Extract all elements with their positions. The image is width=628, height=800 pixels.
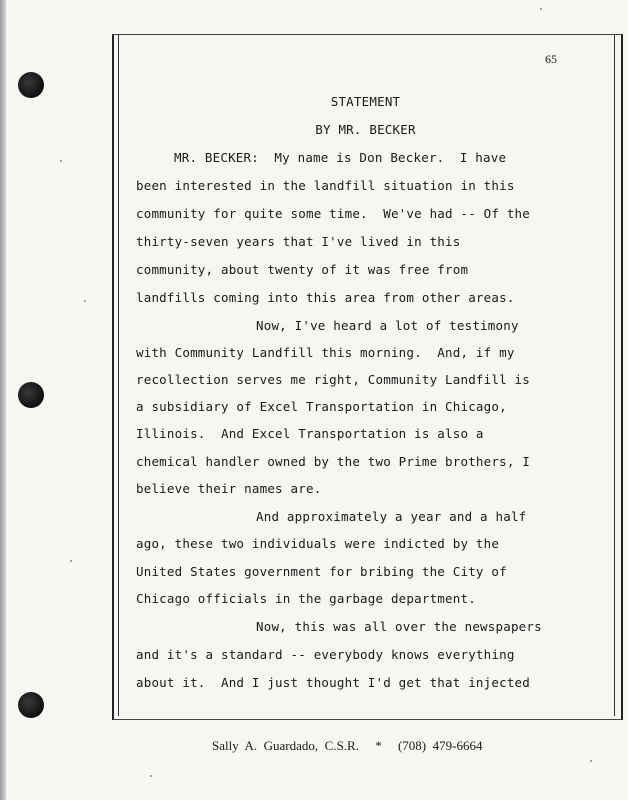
- scan-speck: [84, 300, 86, 302]
- scan-speck: [540, 8, 542, 10]
- scan-speck: [60, 160, 62, 162]
- scan-speck: [150, 775, 152, 777]
- punch-hole-top: [18, 72, 44, 98]
- transcript-line-1: MR. BECKER: My name is Don Becker. I have: [174, 150, 507, 165]
- transcript-line-10: a subsidiary of Excel Transportation in Chicago,: [136, 399, 507, 414]
- transcript-line-12: chemical handler owned by the two Prime brothers, I: [136, 454, 531, 469]
- transcript-line-9: recollection serves me right, Community Landfill is: [136, 372, 531, 387]
- transcript-line-16: United States government for bribing the City of: [136, 564, 507, 579]
- transcript-line-3: community for quite some time. We've had -- Of the: [136, 206, 531, 221]
- transcript-line-15: ago, these two individuals were indicted by the: [136, 536, 500, 551]
- transcript-line-14: And approximately a year and a half: [256, 509, 527, 524]
- punch-hole-bottom: [18, 692, 44, 718]
- transcript-line-2: been interested in the landfill situation in this: [136, 178, 515, 193]
- scan-speck: [70, 560, 72, 562]
- transcript-line-17: Chicago officials in the garbage department.: [136, 591, 476, 606]
- page-left-edge: [0, 0, 6, 800]
- statement-subheading: BY MR. BECKER: [315, 122, 416, 137]
- transcript-line-5: community, about twenty of it was free from: [136, 262, 469, 277]
- transcript-line-18: Now, this was all over the newspapers: [256, 619, 542, 634]
- transcript-line-7: Now, I've heard a lot of testimony: [256, 318, 519, 333]
- transcript-line-8: with Community Landfill this morning. And, if my: [136, 345, 515, 360]
- page-number: 65: [545, 52, 557, 66]
- statement-heading: STATEMENT: [330, 94, 401, 109]
- scan-speck: [590, 760, 592, 762]
- transcript-line-4: thirty-seven years that I've lived in this: [136, 234, 461, 249]
- punch-hole-middle: [18, 382, 44, 408]
- transcript-line-11: Illinois. And Excel Transportation is also a: [136, 426, 484, 441]
- transcript-line-13: believe their names are.: [136, 481, 322, 496]
- transcript-line-20: about it. And I just thought I'd get that injected: [136, 675, 531, 690]
- reporter-footer: Sally A. Guardado, C.S.R. * (708) 479-6664: [212, 738, 483, 753]
- transcript-line-6: landfills coming into this area from other areas.: [136, 290, 515, 305]
- transcript-line-19: and it's a standard -- everybody knows everything: [136, 647, 515, 662]
